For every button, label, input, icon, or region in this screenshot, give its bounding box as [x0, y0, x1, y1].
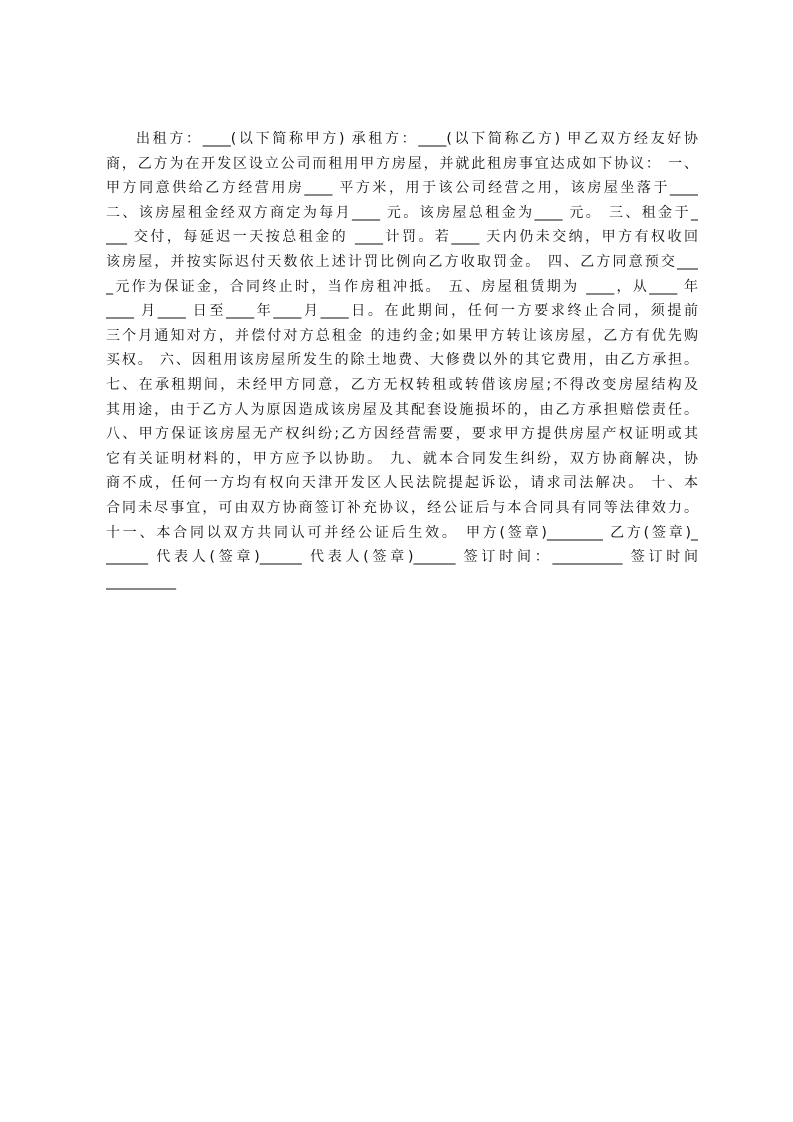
text-line-7: _元作为保证金，合同终止时，当作房租冲抵。 五、房屋租赁期为 ____，从____ 年: [106, 278, 698, 295]
text-line-16: 合同未尽事宜，可由双方协商签订补充协议，经公证后与本合同具有同等法律效力。: [106, 499, 698, 516]
contract-body: [106, 127, 698, 594]
text-line-1: 出租方：____(以下简称甲方) 承租方：____(以下简称乙方) 甲乙双方经友好协: [136, 131, 698, 147]
text-line-13: 八、甲方保证该房屋无产权纠纷;乙方因经营需要，要求甲方提供房屋产权证明或其: [106, 426, 698, 443]
text-line-5: ___ 交付，每延迟一天按总租金的 ____计罚。若____ 天内仍未交纳，甲方有权收回: [106, 229, 698, 246]
text-line-19: __________: [106, 573, 176, 590]
text-line-17: 十一、本合同以双方共同认可并经公证后生效。 甲方(签章)________ 乙方(签章)_: [106, 524, 698, 541]
text-line-14: 它有关证明材料的，甲方应予以协助。 九、就本合同发生纠纷，双方协商解决，协: [106, 450, 698, 467]
text-line-12: 其用途，由于乙方人为原因造成该房屋及其配套设施损坏的，由乙方承担赔偿责任。: [106, 401, 698, 418]
text-line-2: 商，乙方为在开发区设立公司而租用甲方房屋，并就此租房事宜达成如下协议： 一、: [106, 155, 698, 172]
text-line-10: 买权。 六、因租用该房屋所发生的除土地费、大修费以外的其它费用，由乙方承担。: [106, 352, 698, 369]
text-line-8: ____ 月____ 日至____年____月____日。在此期间，任何一方要求终止合同，须提前: [106, 303, 698, 320]
text-line-18: ______ 代表人(签章)______ 代表人(签章)______ 签订时间：__________ 签订时间: [106, 549, 698, 566]
text-line-9: 三个月通知对方，并偿付对方总租金 的违约金;如果甲方转让该房屋，乙方有优先购: [106, 327, 698, 344]
text-line-6: 该房屋，并按实际迟付天数依上述计罚比例向乙方收取罚金。 四、乙方同意预交___: [106, 253, 698, 270]
text-line-11: 七、在承租期间，未经甲方同意，乙方无权转租或转借该房屋;不得改变房屋结构及: [106, 376, 698, 393]
text-line-4: 二、该房屋租金经双方商定为每月____ 元。该房屋总租金为____ 元。 三、租金于_: [106, 204, 698, 221]
text-line-15: 商不成，任何一方均有权向天津开发区人民法院提起诉讼，请求司法解决。 十、本: [106, 475, 698, 492]
text-line-3: 甲方同意供给乙方经营用房____ 平方米，用于该公司经营之用，该房屋坐落于____: [106, 180, 698, 197]
